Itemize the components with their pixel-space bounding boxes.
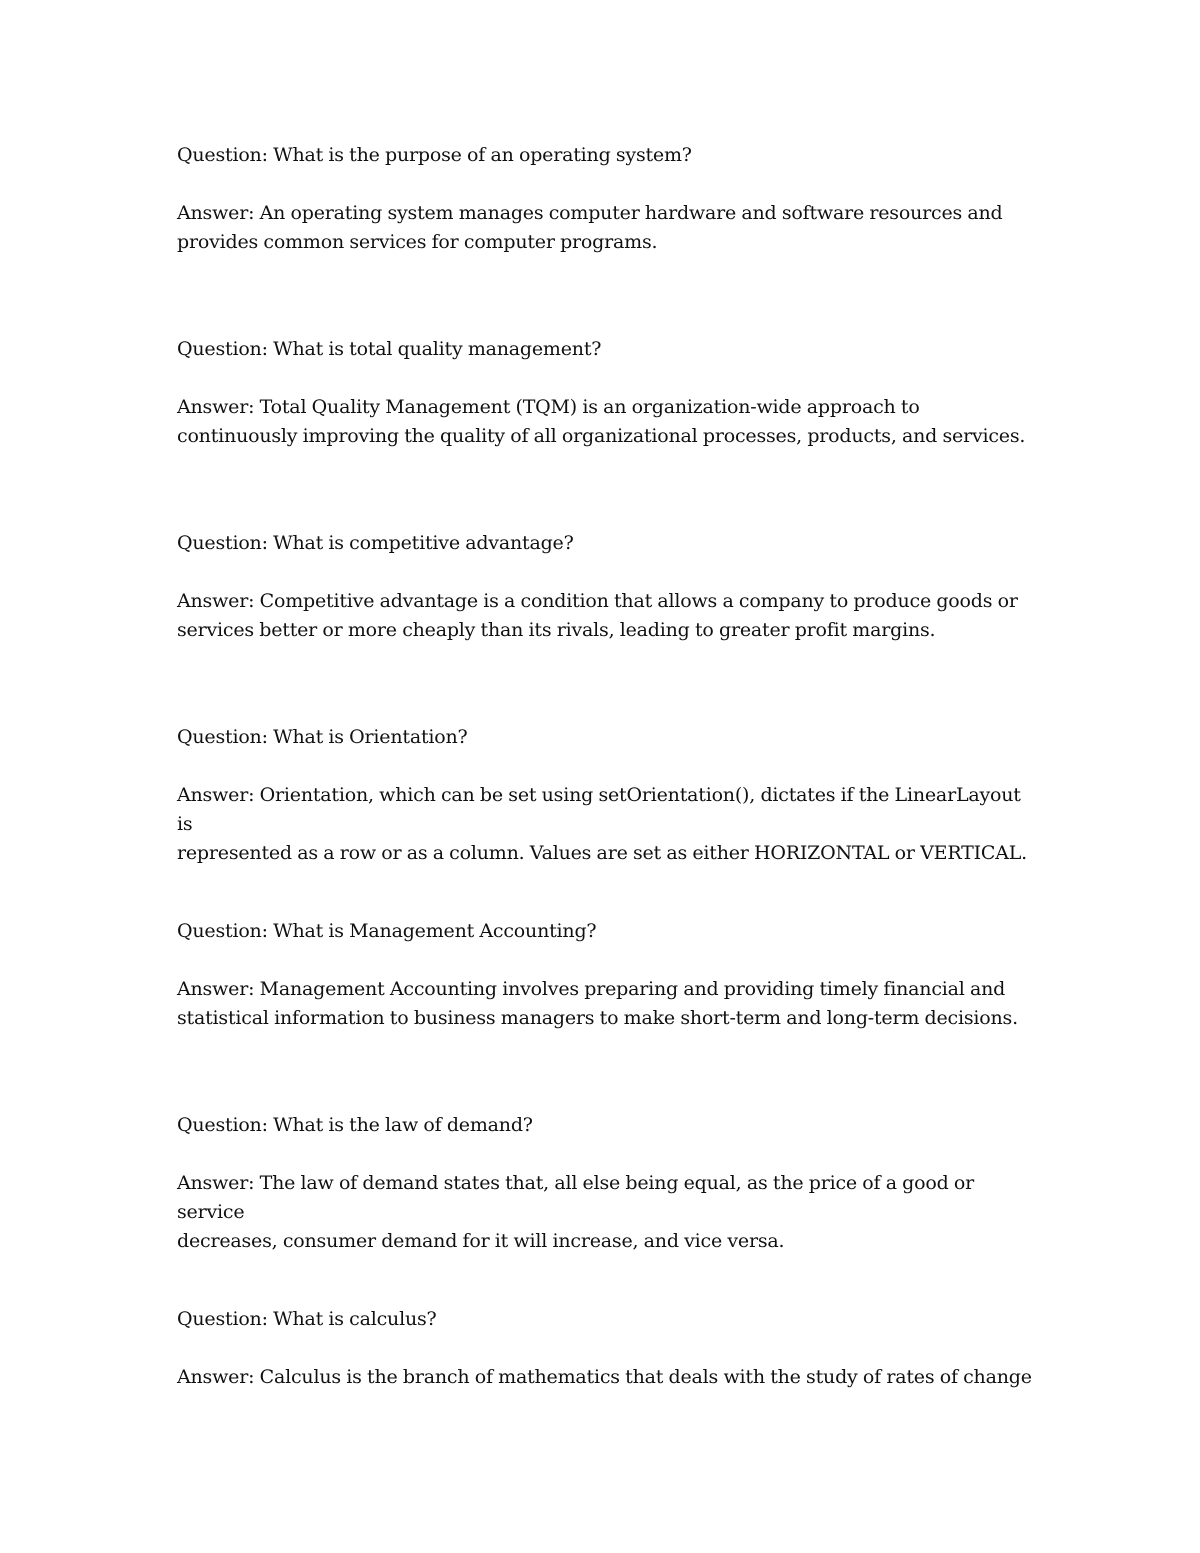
qa-entry — [177, 1305, 1037, 1499]
answer-text-line: Answer: Calculus is the branch of mathematics that deals with the study of rates of change — [177, 1366, 1032, 1388]
answer-text-line: Answer: Total Quality Management (TQM) is an organization-wide approach to — [177, 396, 920, 418]
qa-entry — [177, 529, 1037, 723]
qa-entry — [177, 335, 1037, 529]
qa-list — [177, 141, 1037, 1499]
question-text: Question: What is calculus? — [177, 1308, 437, 1330]
answer-text-line: Answer: The law of demand states that, all else being equal, as the price of a good or service — [177, 1172, 975, 1223]
answer-text-line: provides common services for computer programs. — [177, 231, 658, 253]
qa-entry — [177, 723, 1037, 917]
question-text: Question: What is competitive advantage? — [177, 532, 574, 554]
answer-text-line: Answer: Management Accounting involves preparing and providing timely financial and — [177, 978, 1006, 1000]
question-text: Question: What is the law of demand? — [177, 1114, 533, 1136]
answer-text-line: Answer: Competitive advantage is a condition that allows a company to produce goods or — [177, 590, 1018, 612]
answer-text-line: services better or more cheaply than its rivals, leading to greater profit margins. — [177, 619, 936, 641]
question-text: Question: What is the purpose of an operating system? — [177, 144, 692, 166]
qa-entry — [177, 1111, 1037, 1305]
question-text: Question: What is Orientation? — [177, 726, 468, 748]
answer-text-line: Answer: An operating system manages computer hardware and software resources and — [177, 202, 1003, 224]
answer-text-line: statistical information to business managers to make short-term and long-term decisions. — [177, 1007, 1018, 1029]
qa-entry — [177, 141, 1037, 335]
question-text: Question: What is total quality management? — [177, 338, 602, 360]
qa-entry — [177, 917, 1037, 1111]
answer-text-line: Answer: Orientation, which can be set using setOrientation(), dictates if the LinearLayout is — [177, 784, 1021, 835]
answer-text-line: decreases, consumer demand for it will increase, and vice versa. — [177, 1230, 785, 1252]
answer-text-line: continuously improving the quality of all organizational processes, products, and services. — [177, 425, 1026, 447]
answer-text-line: represented as a row or as a column. Values are set as either HORIZONTAL or VERTICAL. — [177, 842, 1027, 864]
question-text: Question: What is Management Accounting? — [177, 920, 597, 942]
